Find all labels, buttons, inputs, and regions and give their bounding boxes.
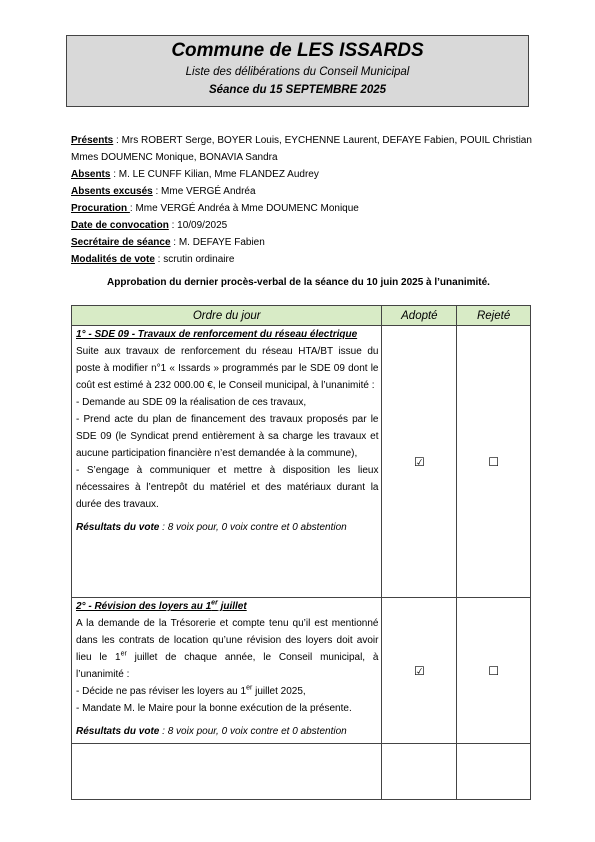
session-date: Séance du 15 SEPTEMBRE 2025: [208, 84, 387, 96]
procuration-label: Procuration: [71, 203, 130, 214]
empty-cell: [457, 744, 531, 800]
item1-bullet-1: - Demande au SDE 09 la réalisation de ces travaux,: [76, 397, 307, 408]
item2-result-value: : 8 voix pour, 0 voix contre et 0 abstention: [159, 726, 347, 737]
modalites-value: : scrutin ordinaire: [154, 254, 235, 265]
item2-bullet-2: - Mandate M. le Maire pour la bonne exécution de la présente.: [76, 703, 352, 714]
document-subtitle: Liste des délibérations du Conseil Municipal: [185, 66, 410, 78]
item1-result-value: : 8 voix pour, 0 voix contre et 0 abstention: [159, 522, 347, 533]
item1-cell: [72, 326, 382, 598]
procuration-line: [71, 200, 536, 217]
item1-bullet-3: - S’engage à communiquer et mettre à disposition les lieux nécessaires à l’entrepôt du matériel et des matériaux durant la durée des travaux.: [76, 465, 379, 510]
item2-b1-post: juillet 2025,: [252, 686, 306, 697]
item2-bullet-1: [76, 683, 378, 700]
item2-adopte-checkbox[interactable]: ☑: [382, 598, 457, 744]
document-header: [66, 35, 529, 107]
item2-title-post: juillet: [217, 601, 247, 612]
item2-title: [76, 598, 378, 615]
empty-cell: [382, 744, 457, 800]
absents-line: [71, 166, 536, 183]
col-adopte: Adopté: [382, 306, 457, 326]
item2-body-sup: er: [120, 650, 127, 658]
table-row: [72, 598, 531, 744]
modalites-label: Modalités de vote: [71, 254, 155, 265]
item2-b1-sup: er: [246, 684, 253, 692]
excuses-line: [71, 183, 536, 200]
presents-value: : Mrs ROBERT Serge, BOYER Louis, EYCHENNE Laurent, DEFAYE Fabien, POUIL Christian: [113, 135, 532, 146]
item2-result-label: Résultats du vote: [76, 726, 160, 737]
attendance-block: [71, 132, 536, 268]
presents-line: [71, 132, 536, 149]
secretaire-line: [71, 234, 536, 251]
presents-label: Présents: [71, 135, 114, 146]
modalites-line: [71, 251, 536, 268]
table-header-row: [72, 306, 531, 326]
empty-cell: [72, 744, 382, 800]
table-row: [72, 326, 531, 598]
item2-rejete-checkbox[interactable]: ☐: [457, 598, 531, 744]
table-row-empty: [72, 744, 531, 800]
absents-label: Absents: [71, 169, 111, 180]
item2-b1-pre: - Décide ne pas réviser les loyers au 1: [76, 686, 247, 697]
presents-line-2: Mmes DOUMENC Monique, BONAVIA Sandra: [71, 152, 278, 163]
secretaire-value: : M. DEFAYE Fabien: [170, 237, 265, 248]
convocation-value: : 10/09/2025: [168, 220, 228, 231]
item2-title-sup: er: [211, 599, 218, 607]
deliberations-table: [71, 305, 531, 800]
item1-bullet-2: - Prend acte du plan de financement des travaux proposés par le SDE 09 (le Syndicat prend entièrement à sa charge les travaux et aucune participation financière n’est demandée à la commune),: [76, 414, 379, 459]
col-rejete: Rejeté: [457, 306, 531, 326]
item2-cell: [72, 598, 382, 744]
item2-body: [76, 615, 378, 683]
convocation-label: Date de convocation: [71, 220, 169, 231]
approbation-statement: Approbation du dernier procès-verbal de la séance du 10 juin 2025 à l’unanimité.: [107, 277, 490, 288]
item2-result: [76, 723, 378, 740]
excuses-label: Absents excusés: [71, 186, 153, 197]
item2-title-pre: 2° - Révision des loyers au 1: [76, 601, 212, 612]
item2-body-post: juillet de chaque année, le Conseil municipal, à l’unanimité :: [76, 652, 379, 680]
commune-title: Commune de LES ISSARDS: [171, 40, 424, 61]
procuration-value: : Mme VERGÉ Andréa à Mme DOUMENC Monique: [129, 203, 359, 214]
convocation-line: [71, 217, 536, 234]
col-ordre-du-jour: Ordre du jour: [72, 306, 382, 326]
absents-value: : M. LE CUNFF Kilian, Mme FLANDEZ Audrey: [110, 169, 319, 180]
item1-title: 1° - SDE 09 - Travaux de renforcement du réseau électrique: [76, 329, 358, 340]
item1-rejete-checkbox[interactable]: ☐: [457, 326, 531, 598]
item2-body-pre: A la demande de la Trésorerie et compte tenu qu’il est mentionné dans les contrats de location qu’une révision des loyers doit avoir lieu le 1: [76, 618, 379, 663]
item1-result-label: Résultats du vote: [76, 522, 160, 533]
item1-adopte-checkbox[interactable]: ☑: [382, 326, 457, 598]
item1-body: Suite aux travaux de renforcement du réseau HTA/BT issue du poste à modifier n°1 « Issards » programmés par le SDE 09 dont le coût est estimé à 232 000.00 €, le Conseil municipal, à l’unanimité :: [76, 346, 379, 391]
secretaire-label: Secrétaire de séance: [71, 237, 171, 248]
excuses-value: : Mme VERGÉ Andréa: [152, 186, 256, 197]
item1-result: [76, 519, 378, 536]
